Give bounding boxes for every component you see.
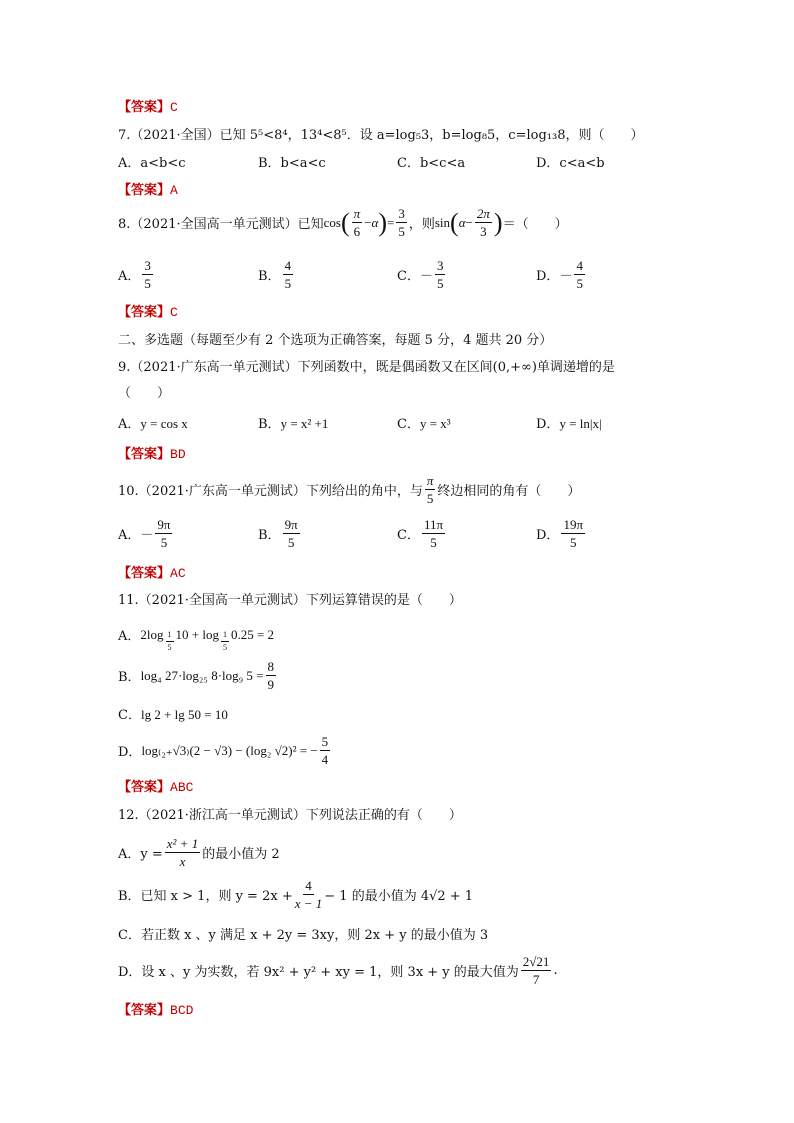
q8-mid: ，则 <box>408 217 435 232</box>
q10-stem-a: 10.（2021·广东高一单元测试）下列给出的角中，与 <box>118 484 423 499</box>
answer-label: 【答案】 <box>118 183 171 198</box>
answer-6 <box>118 96 178 115</box>
q9-option-c <box>397 413 451 432</box>
answer-9 <box>118 443 186 462</box>
question-12-stem: 12.（2021·浙江高一单元测试）下列说法正确的有（ ） <box>118 808 462 823</box>
answer-12 <box>118 999 193 1018</box>
answer-label: 【答案】 <box>118 100 171 115</box>
q11-option-c <box>118 704 228 723</box>
option-label: A． <box>118 417 141 432</box>
q8-option-d <box>536 259 587 290</box>
option-label: C． <box>397 269 420 284</box>
option-tail: . <box>553 963 558 978</box>
answer-value: AC <box>170 566 186 581</box>
option-expr: y = ln|x| <box>559 416 602 431</box>
option-label: A．y = <box>118 847 163 862</box>
numerator: 3 <box>436 258 444 273</box>
denominator: 5 <box>569 535 577 550</box>
option-label: C． <box>118 708 141 723</box>
option-expr: y = cos x <box>140 416 188 431</box>
q10-option-b <box>258 518 302 549</box>
option-expr: log₍₂₊√3₎(2 − √3) − (log₂ √2)² = − <box>141 742 318 758</box>
q12-option-a: A．y = $\frac{\text{x² + 1}}{x}$ 的最小值为 2 <box>118 836 280 869</box>
answer-7 <box>118 179 178 198</box>
q10-option-a <box>118 518 174 549</box>
option-label: A． <box>118 528 141 543</box>
denominator: 5 <box>160 535 168 550</box>
q11-option-d: D． log₍₂₊√3₎(2 − √3) − (log₂ √2)² = − $\frac{5}{4}$ <box>118 734 329 767</box>
answer-value: BCD <box>170 1003 194 1018</box>
q12-option-b: B．已知 x > 1，则 y = 2x + $\frac{4}{x - 1}$ − 1 的最小值为 4√2 + 1 <box>118 878 474 911</box>
q8-suffix: ＝（ ） <box>502 217 568 232</box>
q9-option-a <box>118 413 188 432</box>
numerator: 4 <box>576 258 583 273</box>
option-label: A． <box>118 629 141 644</box>
denominator: 5 <box>430 535 437 550</box>
numerator: 9π <box>284 517 298 532</box>
q10-stem-b: 终边相同的角有（ ） <box>437 484 581 499</box>
option-label: D．设 x 、y 为实数，若 9x² + y² + xy = 1，则 3x + y 的最大值为 <box>118 965 519 980</box>
option-expr: 2log <box>140 626 164 642</box>
q8-option-a <box>118 259 155 290</box>
denominator: 5 <box>284 276 292 291</box>
answer-label: 【答案】 <box>118 780 171 795</box>
numerator: 4 <box>284 258 292 273</box>
answer-label: 【答案】 <box>118 566 171 581</box>
option-tail: − 1 的最小值为 4√2 + 1 <box>324 889 474 904</box>
q7-option-b: B．b<a<c <box>258 156 326 171</box>
numerator: 9π <box>157 517 171 532</box>
option-label: B． <box>118 670 141 685</box>
answer-8 <box>118 301 178 320</box>
answer-label: 【答案】 <box>118 305 171 320</box>
denominator: 5 <box>436 276 444 291</box>
denominator: 5 <box>144 276 151 291</box>
option-label: B． <box>258 417 281 432</box>
question-9-stem: 9.（2021·广东高一单元测试）下列函数中，既是偶函数又在区间(0,+∞)单调递增的是 <box>118 360 615 375</box>
q7-option-d: D．c<a<b <box>536 156 605 171</box>
option-expr: y = x² +1 <box>280 416 329 431</box>
option-label: D． <box>536 528 560 543</box>
answer-10 <box>118 562 186 581</box>
q8-prefix: 8.（2021·全国高一单元测试）已知 <box>118 217 324 232</box>
question-10-stem: 10.（2021·广东高一单元测试）下列给出的角中，与 $\frac{\pi}{5}$ 终边相同的角有（ ） <box>118 473 581 506</box>
q9-option-b <box>258 413 328 432</box>
answer-value: A <box>170 183 178 198</box>
numerator: 19π <box>563 517 584 532</box>
option-expr: lg 2 + lg 50 = 10 <box>140 707 228 722</box>
question-7-stem: 7.（2021·全国）已知 5⁵<8⁴，13⁴<8⁵．设 a=log₅3，b=log₈5，c=log₁₃8，则（ ） <box>118 128 644 143</box>
sign: － <box>559 269 573 284</box>
q11-option-a: A． 2log $\frac{1}{5}$ 10 + log $\frac{1}{5}$ 0.25 = 2 <box>118 626 275 652</box>
option-label: B． <box>258 269 281 284</box>
q8-option-b <box>258 259 295 290</box>
denominator: 5 <box>576 276 583 291</box>
q9-option-d <box>536 413 602 432</box>
answer-label: 【答案】 <box>118 447 171 462</box>
question-9-paren: （ ） <box>118 386 171 401</box>
option-label: D． <box>118 745 142 760</box>
numerator: 11π <box>423 517 444 532</box>
question-8-stem: 8.（2021·全国高一单元测试）已知 cos ( $\frac{\pi}{6}$ − α ) = $\frac{3}{5}$ ，则 sin ( α − $\frac{2\pi}{3}$ ) ＝（ ） <box>118 206 568 239</box>
section-2-heading: 二、多选题（每题至少有 2 个选项为正确答案，每题 5 分，4 题共 20 分） <box>118 333 553 348</box>
answer-label: 【答案】 <box>118 1003 171 1018</box>
option-label: B． <box>258 528 281 543</box>
option-label: C． <box>397 417 420 432</box>
q7-option-c: C．b<c<a <box>397 156 466 171</box>
answer-11 <box>118 776 193 795</box>
q10-option-d <box>536 518 587 549</box>
answer-value: C <box>170 100 178 115</box>
q12-option-d: D．设 x 、y 为实数，若 9x² + y² + xy = 1，则 3x + y 的最大值为 $\frac{2√21}{7}$ . <box>118 954 558 987</box>
answer-value: BD <box>170 447 186 462</box>
sign: － <box>419 269 433 284</box>
option-expr: y = x³ <box>419 416 451 431</box>
numerator: 3 <box>144 258 151 273</box>
question-11-stem: 11.（2021·全国高一单元测试）下列运算错误的是（ ） <box>118 593 462 608</box>
q12-option-c: C．若正数 x 、y 满足 x + 2y = 3xy，则 2x + y 的最小值为 3 <box>118 928 489 943</box>
option-label: D． <box>536 269 560 284</box>
option-label: C． <box>397 528 420 543</box>
denominator: 5 <box>287 535 295 550</box>
answer-value: ABC <box>170 780 194 795</box>
sign: － <box>140 528 154 543</box>
q10-option-c <box>397 518 447 549</box>
q7-option-a: A．a<b<c <box>118 156 186 171</box>
answer-value: C <box>170 305 178 320</box>
option-expr: log₄ 27·log₂₅ 8·log₉ 5 = <box>140 667 264 683</box>
q8-option-c <box>397 259 447 290</box>
option-label: B．已知 x > 1，则 y = 2x + <box>118 889 293 904</box>
option-label: D． <box>536 417 560 432</box>
option-label: A． <box>118 269 141 284</box>
q11-option-b: B． log₄ 27·log₂₅ 8·log₉ 5 = $\frac{8}{9}$ <box>118 659 275 692</box>
option-tail: 的最小值为 2 <box>202 847 280 862</box>
